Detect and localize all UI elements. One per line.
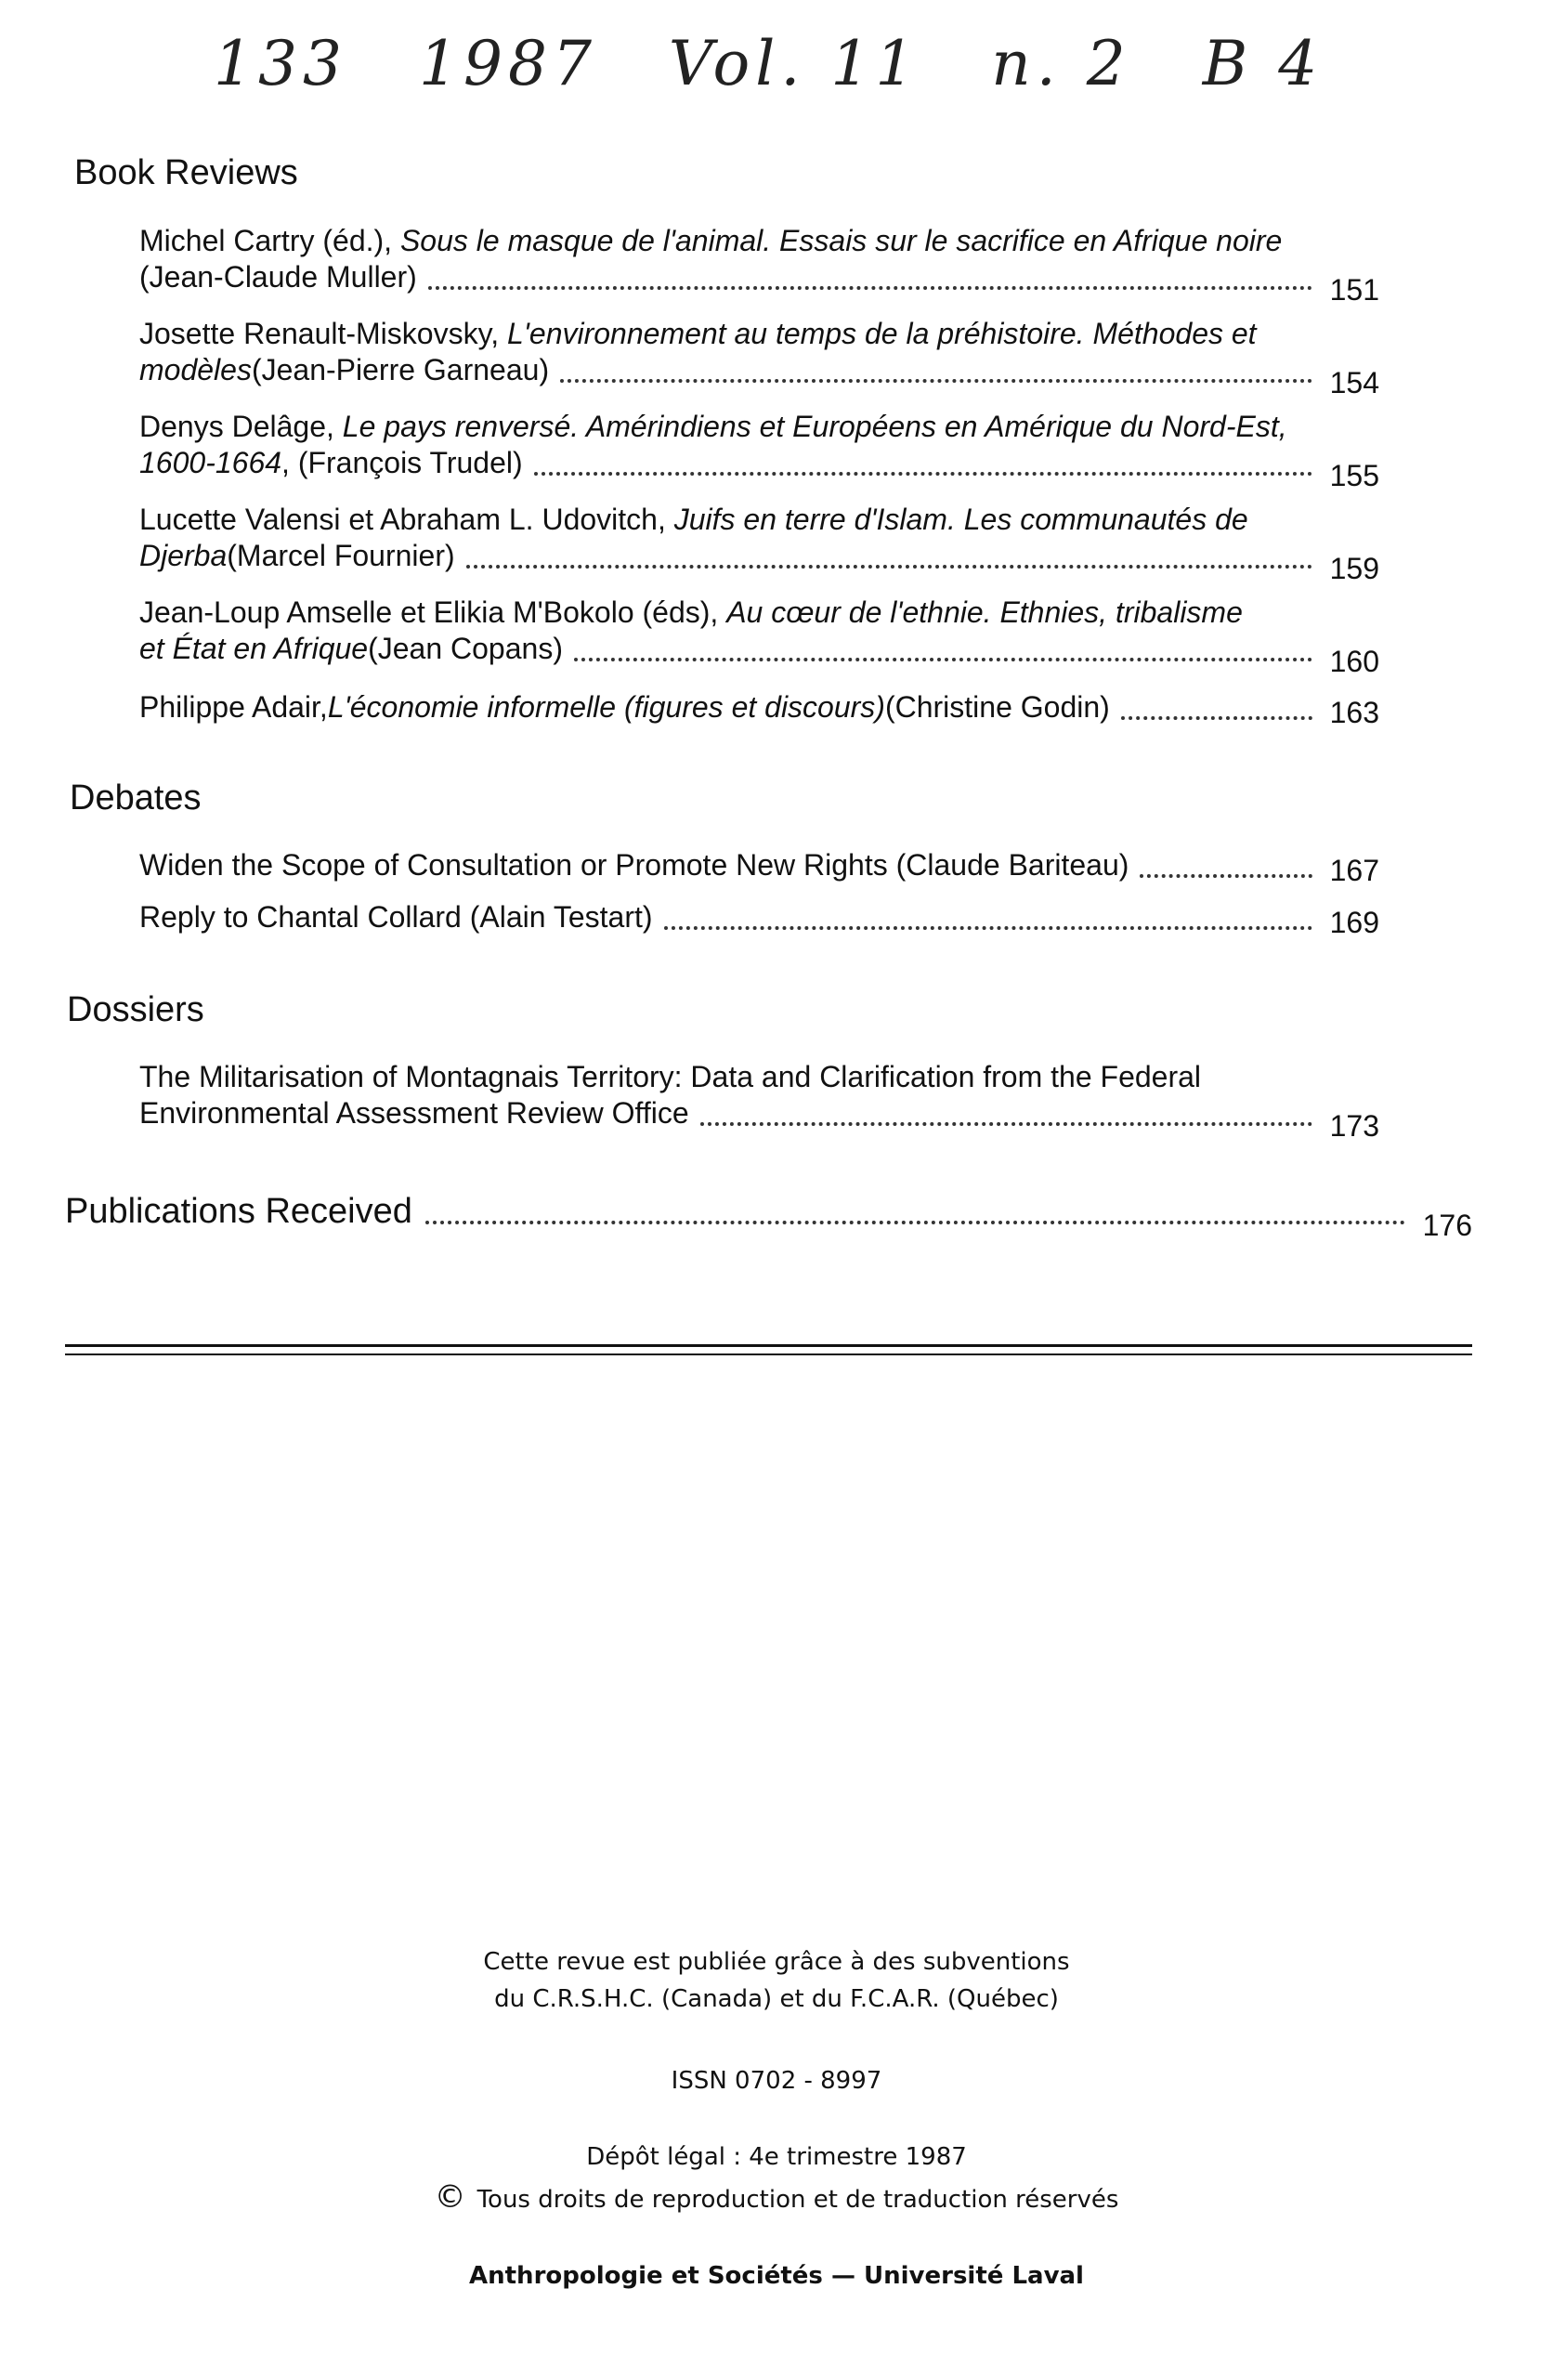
handwritten-number: 133 — [214, 28, 347, 99]
leader-dots — [574, 658, 1312, 661]
divider-rule — [65, 1353, 1472, 1355]
entry-title-cont: et État en Afrique — [139, 632, 369, 665]
toc-entry — [139, 689, 1379, 729]
debates-heading: Debates — [70, 778, 202, 817]
page-number: 160 — [1329, 645, 1379, 678]
page-number: 151 — [1329, 273, 1379, 307]
entry-line: The Militarisation of Montagnais Territory: Data and Clarification from the Federal — [139, 1060, 1202, 1093]
entry-title-cont: Environmental Assessment Review Office — [139, 1096, 689, 1130]
entry-author: Jean-Loup Amselle et Elikia M'Bokolo (éds), — [139, 595, 727, 629]
toc-entry — [139, 847, 1379, 887]
leader-dots — [428, 286, 1312, 290]
entry-author: Josette Renault-Miskovsky, — [139, 317, 507, 350]
entry-line — [139, 595, 1379, 631]
leader-dots — [1140, 874, 1312, 878]
entry-author: Lucette Valensi et Abraham L. Udovitch, — [139, 503, 674, 536]
page-number: 173 — [1329, 1109, 1379, 1143]
entry-line-last — [139, 352, 1379, 399]
publications-received-label: Publications Received — [65, 1192, 412, 1231]
book-reviews-heading: Book Reviews — [74, 153, 298, 192]
entry-title: Le pays renversé. Amérindiens et Européens en Amérique du Nord-Est, — [342, 410, 1287, 443]
toc-entry — [139, 899, 1379, 939]
toc-entry — [139, 223, 1379, 307]
toc-entry — [139, 502, 1379, 585]
entry-title: Widen the Scope of Consultation or Promote New Rights (Claude Bariteau) — [139, 848, 1129, 882]
issn: ISSN 0702 - 8997 — [671, 2067, 882, 2095]
entry-title-cont: Djerba — [139, 539, 228, 572]
dossiers-heading: Dossiers — [67, 990, 204, 1029]
entry-line-last — [139, 899, 1379, 939]
page-number: 159 — [1329, 552, 1379, 585]
toc-entry — [139, 409, 1379, 492]
entry-title-cont: 1600-1664 — [139, 446, 282, 479]
copyright-icon: © — [434, 2178, 466, 2216]
entry-reviewer: (Christine Godin) — [884, 690, 1110, 724]
handwritten-year: 1987 — [418, 28, 597, 99]
entry-line — [139, 409, 1379, 445]
leader-dots — [664, 926, 1312, 930]
rights-text: Tous droits de reproduction et de traduction réservés — [476, 2186, 1119, 2214]
page-number: 163 — [1329, 696, 1379, 729]
entry-title: Reply to Chantal Collard (Alain Testart) — [139, 900, 653, 934]
entry-line — [139, 316, 1379, 352]
entry-title-cont: modèles — [139, 353, 252, 386]
entry-line — [139, 502, 1379, 538]
entry-reviewer: , (François Trudel) — [281, 446, 523, 479]
divider-rule — [65, 1344, 1472, 1347]
entry-line-last — [139, 631, 1379, 678]
leader-dots — [466, 565, 1312, 569]
entry-line-last — [139, 259, 1379, 307]
entry-author: Michel Cartry (éd.), — [139, 224, 400, 257]
entry-line-last — [139, 538, 1379, 585]
page-number: 167 — [1329, 854, 1379, 887]
funding-note-line1: Cette revue est publiée grâce à des subventions — [483, 1948, 1070, 1976]
page-number: 176 — [1422, 1209, 1472, 1242]
page-number: 154 — [1329, 366, 1379, 399]
handwritten-code: B 4 — [1202, 28, 1324, 99]
entry-line-last — [139, 689, 1379, 729]
publisher-line: Anthropologie et Sociétés — Université Laval — [469, 2262, 1084, 2290]
leader-dots — [534, 472, 1312, 476]
entry-line-last — [139, 847, 1379, 887]
handwritten-issue: n. 2 — [991, 28, 1131, 99]
toc-entry — [139, 316, 1379, 399]
toc-entry — [139, 595, 1379, 678]
rights-notice — [0, 2178, 1553, 2216]
entry-reviewer: (Jean-Claude Muller) — [139, 260, 417, 294]
entry-title: Au cœur de l'ethnie. Ethnies, tribalisme — [726, 595, 1243, 629]
entry-title: Juifs en terre d'Islam. Les communautés de — [673, 503, 1248, 536]
entry-reviewer: (Jean-Pierre Garneau) — [251, 353, 550, 386]
entry-line-last — [139, 1095, 1379, 1143]
entry-line-last — [139, 445, 1379, 492]
leader-dots — [425, 1221, 1405, 1224]
handwritten-volume: Vol. 11 — [668, 28, 920, 99]
toc-entry — [139, 1059, 1379, 1143]
entry-title: L'économie informelle (figures et discours) — [327, 690, 885, 724]
page-number: 155 — [1329, 459, 1379, 492]
leader-dots — [1121, 716, 1312, 720]
publications-received-entry — [65, 1192, 1472, 1242]
entry-title: L'environnement au temps de la préhistoire. Méthodes et — [506, 317, 1257, 350]
funding-note-line2: du C.R.S.H.C. (Canada) et du F.C.A.R. (Québec) — [494, 1985, 1059, 2013]
entry-line — [139, 223, 1379, 259]
entry-author: Philippe Adair, — [139, 690, 328, 724]
leader-dots — [700, 1122, 1312, 1126]
leader-dots — [560, 379, 1312, 383]
legal-deposit: Dépôt légal : 4e trimestre 1987 — [586, 2143, 967, 2171]
entry-author: Denys Delâge, — [139, 410, 343, 443]
entry-reviewer: (Jean Copans) — [368, 632, 563, 665]
entry-title: Sous le masque de l'animal. Essais sur le sacrifice en Afrique noire — [399, 224, 1283, 257]
entry-reviewer: (Marcel Fournier) — [227, 539, 455, 572]
page-number: 169 — [1329, 906, 1379, 939]
handwritten-annotation — [214, 28, 1369, 99]
